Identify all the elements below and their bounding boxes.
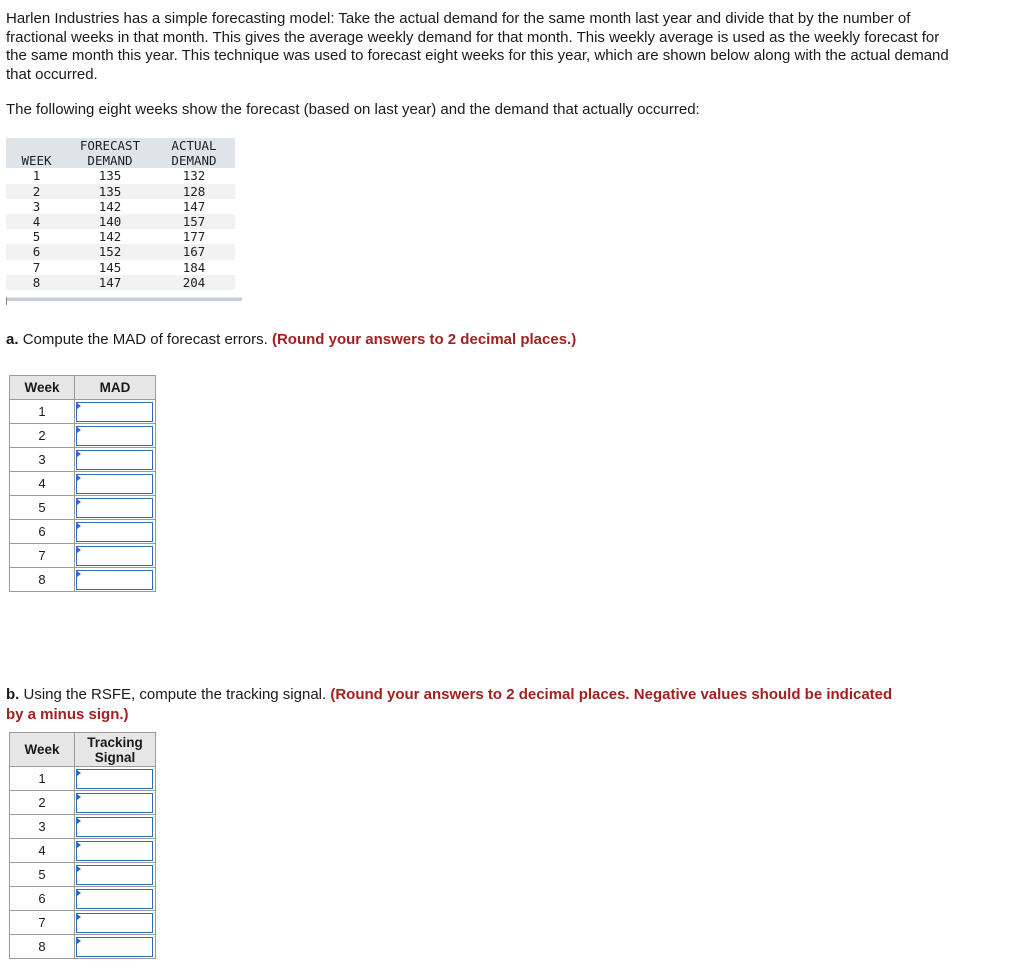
row-forecast: 152 — [67, 244, 153, 259]
tracking-signal-input-cell — [75, 935, 156, 959]
row-actual: 167 — [153, 244, 235, 259]
mad-row — [10, 448, 156, 472]
tracking-signal-input-cell — [75, 791, 156, 815]
ts-week-header: Week — [10, 733, 75, 767]
tracking-signal-week-cell: 3 — [10, 815, 75, 839]
tracking-signal-week-cell: 5 — [10, 863, 75, 887]
tracking-signal-row — [10, 839, 156, 863]
data-row — [6, 244, 235, 259]
mad-answer-table — [9, 375, 156, 592]
row-forecast: 147 — [67, 275, 153, 290]
mad-week-cell: 3 — [10, 448, 75, 472]
mad-week-cell: 1 — [10, 400, 75, 424]
tracking-signal-week-cell: 6 — [10, 887, 75, 911]
mad-input-cell — [75, 568, 156, 592]
tracking-signal-answer-table — [9, 732, 156, 959]
mad-row — [10, 472, 156, 496]
row-week: 2 — [6, 184, 67, 199]
row-actual: 157 — [153, 214, 235, 229]
mad-row — [10, 544, 156, 568]
tracking-signal-row — [10, 887, 156, 911]
mad-row — [10, 496, 156, 520]
data-row — [6, 184, 235, 199]
mad-week-cell: 8 — [10, 568, 75, 592]
mad-week-cell: 7 — [10, 544, 75, 568]
row-week: 1 — [32, 168, 41, 184]
row-actual: 204 — [153, 275, 235, 290]
demand-data-table — [6, 138, 235, 290]
data-row — [6, 260, 235, 275]
row-week: 5 — [32, 229, 41, 245]
row-actual: 132 — [182, 168, 206, 184]
mad-input-week-1[interactable] — [76, 402, 153, 422]
mad-week-header: Week — [10, 376, 75, 400]
row-actual: 177 — [182, 229, 206, 245]
row-week: 3 — [32, 198, 41, 214]
problem-intro: Harlen Industries has a simple forecasting model: Take the actual demand for the same month last year and divide that by the number of fractional weeks in that month. This gives the average weekly demand for that month. This weekly average is used as the weekly forecast for the same month this year. This technique was used to forecast eight weeks for this year, which are shown below along with the actual demand that occurred. — [6, 10, 949, 83]
tracking-signal-row — [10, 935, 156, 959]
mad-input-week-7[interactable] — [76, 546, 153, 566]
data-table-caption: The following eight weeks show the forecast (based on last year) and the demand that actually occurred: — [6, 101, 700, 118]
row-week: 7 — [32, 259, 41, 275]
mad-input-cell — [75, 472, 156, 496]
row-actual: 147 — [182, 198, 206, 214]
row-forecast: 145 — [98, 259, 122, 275]
mad-input-week-3[interactable] — [76, 450, 153, 470]
mad-input-cell — [75, 496, 156, 520]
tracking-signal-input-week-1[interactable] — [76, 769, 153, 789]
row-week: 4 — [6, 214, 67, 229]
tracking-signal-input-cell — [75, 767, 156, 791]
table-footer-tick — [6, 297, 7, 305]
row-forecast: 140 — [67, 214, 153, 229]
tracking-signal-row — [10, 791, 156, 815]
row-week: 6 — [6, 244, 67, 259]
data-row — [6, 214, 235, 229]
tracking-signal-row — [10, 911, 156, 935]
tracking-signal-input-week-3[interactable] — [76, 817, 153, 837]
tracking-signal-input-cell — [75, 863, 156, 887]
mad-week-cell: 2 — [10, 424, 75, 448]
question-a: a. Compute the MAD of forecast errors. (Round your answers to 2 decimal places.) — [6, 331, 577, 348]
data-row — [6, 199, 235, 214]
row-week: 8 — [6, 275, 67, 290]
mad-row — [10, 400, 156, 424]
mad-input-week-4[interactable] — [76, 474, 153, 494]
tracking-signal-week-cell: 2 — [10, 791, 75, 815]
mad-week-cell: 5 — [10, 496, 75, 520]
mad-input-week-5[interactable] — [76, 498, 153, 518]
tracking-signal-input-week-6[interactable] — [76, 889, 153, 909]
mad-row — [10, 520, 156, 544]
mad-input-cell — [75, 544, 156, 568]
row-actual: 128 — [153, 184, 235, 199]
tracking-signal-input-week-8[interactable] — [76, 937, 153, 957]
row-forecast: 142 — [98, 229, 122, 245]
mad-input-week-8[interactable] — [76, 570, 153, 590]
mad-input-week-2[interactable] — [76, 426, 153, 446]
mad-week-cell: 6 — [10, 520, 75, 544]
tracking-signal-row — [10, 815, 156, 839]
tracking-signal-input-cell — [75, 887, 156, 911]
mad-input-cell — [75, 520, 156, 544]
tracking-signal-week-cell: 7 — [10, 911, 75, 935]
tracking-signal-week-cell: 1 — [10, 767, 75, 791]
row-forecast: 135 — [98, 168, 122, 184]
row-forecast: 135 — [67, 184, 153, 199]
col-week-header: WEEK — [6, 138, 67, 168]
table-footer-rule — [6, 297, 242, 301]
tracking-signal-input-week-2[interactable] — [76, 793, 153, 813]
tracking-signal-input-week-7[interactable] — [76, 913, 153, 933]
mad-input-week-6[interactable] — [76, 522, 153, 542]
mad-input-cell — [75, 448, 156, 472]
tracking-signal-input-cell — [75, 839, 156, 863]
data-row — [6, 168, 235, 183]
tracking-signal-row — [10, 863, 156, 887]
data-row — [6, 275, 235, 290]
tracking-signal-week-cell: 4 — [10, 839, 75, 863]
mad-input-cell — [75, 400, 156, 424]
row-forecast: 142 — [98, 198, 122, 214]
data-row — [6, 229, 235, 244]
question-b: b. Using the RSFE, compute the tracking signal. (Round your answers to 2 decimal places. Negative values should be indicated by a minus sign.) — [6, 686, 893, 723]
mad-row — [10, 424, 156, 448]
tracking-signal-input-cell — [75, 815, 156, 839]
mad-row — [10, 568, 156, 592]
tracking-signal-week-cell: 8 — [10, 935, 75, 959]
tracking-signal-input-week-5[interactable] — [76, 865, 153, 885]
tracking-signal-input-week-4[interactable] — [76, 841, 153, 861]
tracking-signal-input-cell — [75, 911, 156, 935]
ts-value-header: Tracking Signal — [75, 733, 156, 767]
col-forecast-header: FORECAST DEMAND — [67, 138, 153, 168]
mad-week-cell: 4 — [10, 472, 75, 496]
col-actual-header: ACTUAL DEMAND — [153, 138, 235, 168]
mad-input-cell — [75, 424, 156, 448]
mad-value-header: MAD — [75, 376, 156, 400]
row-actual: 184 — [182, 259, 206, 275]
tracking-signal-row — [10, 767, 156, 791]
